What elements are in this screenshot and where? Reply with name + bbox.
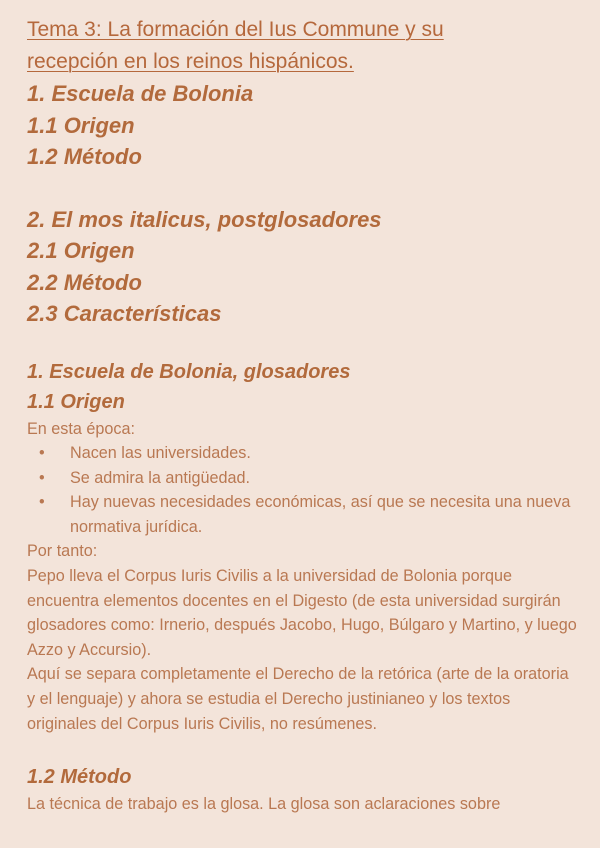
- list-item: • Se admira la antigüedad.: [27, 466, 580, 491]
- document-title: [27, 14, 580, 78]
- section-heading: 1. Escuela de Bolonia, glosadores: [27, 360, 351, 383]
- bullet-icon: •: [39, 444, 45, 463]
- toc-item: 2.2 Método: [27, 269, 142, 295]
- toc-item: 1.2 Método: [27, 144, 142, 169]
- bullet-icon: •: [39, 468, 45, 487]
- list-item: • Nacen las universidades.: [27, 441, 580, 466]
- por-tanto-text: Por tanto:: [27, 542, 98, 561]
- bullet-list: [27, 441, 580, 539]
- toc-item: 1. Escuela de Bolonia: [27, 81, 254, 106]
- subsection-heading-origen: 1.1 Origen: [27, 390, 125, 413]
- toc-item: 2.3 Características: [27, 301, 222, 326]
- table-of-contents-part-1: [27, 78, 580, 173]
- toc-item: 1.1 Origen: [27, 112, 135, 138]
- toc-item: 2. El mos italicus, postglosadores: [27, 206, 382, 232]
- metodo-text: La técnica de trabajo es la glosa. La glosa son aclaraciones sobre: [27, 795, 501, 814]
- subsection-heading-metodo: 1.2 Método: [27, 766, 132, 789]
- title-line-2: recepción en los reinos hispánicos.: [27, 50, 354, 73]
- intro-text: En esta época:: [27, 419, 135, 438]
- table-of-contents-part-2: [27, 204, 580, 330]
- title-line-1: Tema 3: La formación del Ius Commune y su: [27, 18, 444, 41]
- paragraph: Pepo lleva el Corpus Iuris Civilis a la universidad de Bolonia porque encuentra elementos docentes en el Digesto (de esta universidad surgirán glosadores como: Irnerio, después Jacobo, Hugo, Búlgaro y Martino, y luego Azzo y Accursio).: [27, 567, 577, 659]
- toc-item: 2.1 Origen: [27, 238, 135, 263]
- bullet-icon: •: [39, 493, 45, 512]
- list-item: • Hay nuevas necesidades económicas, así que se necesita una nueva normativa jurídica.: [27, 490, 580, 539]
- paragraph: Aquí se separa completamente el Derecho de la retórica (arte de la oratoria y el lenguaje) y ahora se estudia el Derecho justinianeo y los textos originales del Corpus Iuris Civilis, no resúmenes.: [27, 665, 569, 733]
